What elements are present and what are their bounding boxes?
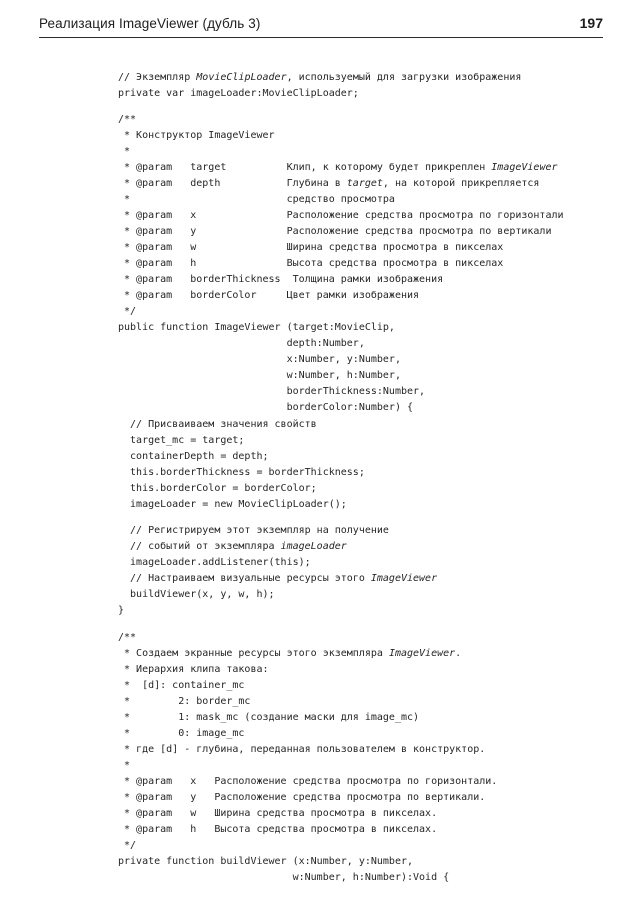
code-line <box>118 760 130 772</box>
code-text: x:Number, y:Number, <box>118 354 401 365</box>
code-text: * 0: image_mc <box>118 728 245 739</box>
code-text: // Настраиваем визуальные ресурсы этого <box>118 573 371 584</box>
code-text: private function buildViewer (x:Number, y:Number, <box>118 856 414 867</box>
code-line <box>118 680 244 692</box>
code-line <box>118 744 485 756</box>
code-line <box>118 274 443 286</box>
code-text: * где [d] - глубина, переданная пользователем в конструктор. <box>118 744 486 755</box>
code-line <box>118 226 551 238</box>
code-text: // Присваиваем значения свойств <box>118 419 317 430</box>
code-text: w:Number, h:Number):Void { <box>118 872 450 883</box>
code-line <box>118 194 395 206</box>
code-line <box>118 525 389 537</box>
code-text: public function ImageViewer (target:MovieClip, <box>118 322 395 333</box>
code-text: */ <box>118 306 137 317</box>
code-line <box>118 354 401 366</box>
code-line <box>118 728 244 740</box>
code-text: /** <box>118 632 137 643</box>
code-text: * @param h Высота средства просмотра в пикселах. <box>118 824 438 835</box>
code-line <box>118 573 437 585</box>
code-text: . <box>455 648 462 659</box>
code-line <box>118 632 136 644</box>
code-line <box>118 72 521 84</box>
code-line <box>118 338 365 350</box>
code-line <box>118 386 425 398</box>
code-text: * <box>118 146 131 157</box>
code-line <box>118 872 449 884</box>
code-line <box>118 210 564 222</box>
code-line <box>118 322 395 334</box>
code-text: * 1: mask_mc (создание маски для image_mc) <box>118 712 420 723</box>
code-line <box>118 856 413 868</box>
code-identifier-italic: imageLoader <box>280 541 347 552</box>
code-line <box>118 499 347 511</box>
code-text: w:Number, h:Number, <box>118 370 401 381</box>
code-text: * @param y Расположение средства просмотра по вертикали <box>118 226 552 237</box>
code-line <box>118 557 311 569</box>
code-text: , используемый для загрузки изображения <box>286 72 522 83</box>
code-identifier-italic: ImageViewer <box>388 648 456 659</box>
code-line <box>118 419 317 431</box>
code-text: * @param h Высота средства просмотра в пикселах <box>118 258 504 269</box>
code-text: borderColor:Number) { <box>118 402 414 413</box>
code-line <box>118 242 503 254</box>
code-line <box>118 114 136 126</box>
code-text: private var imageLoader:MovieClipLoader; <box>118 88 359 99</box>
code-line <box>118 589 275 601</box>
code-text: * @param borderColor Цвет рамки изображения <box>118 290 420 301</box>
code-text: * [d]: container_mc <box>118 680 245 691</box>
code-line <box>118 712 419 724</box>
code-line <box>118 162 558 174</box>
code-line <box>118 776 497 788</box>
code-line <box>118 648 461 660</box>
code-line <box>118 824 437 836</box>
code-text: , на которой прикрепляется <box>382 178 540 189</box>
code-line <box>118 840 136 852</box>
code-text: * @param borderThickness Толщина рамки изображения <box>118 274 444 285</box>
code-line <box>118 130 275 142</box>
code-text: * @param depth Глубина в <box>118 178 347 189</box>
code-text: * @param w Ширина средства просмотра в пикселах <box>118 242 504 253</box>
code-text: this.borderThickness = borderThickness; <box>118 467 365 478</box>
code-text: } <box>118 605 125 616</box>
code-line <box>118 258 503 270</box>
code-text: this.borderColor = borderColor; <box>118 483 317 494</box>
code-identifier-italic: ImageViewer <box>370 573 438 584</box>
code-line <box>118 178 539 190</box>
code-line <box>118 696 250 708</box>
code-line <box>118 808 437 820</box>
code-text: containerDepth = depth; <box>118 451 269 462</box>
code-line <box>118 88 359 100</box>
code-line <box>118 605 124 617</box>
code-text: * @param target Клип, к которому будет прикреплен <box>118 162 492 173</box>
code-line <box>118 792 485 804</box>
code-text: * @param y Расположение средства просмотра по вертикали. <box>118 792 486 803</box>
code-line <box>118 483 317 495</box>
code-identifier-italic: ImageViewer <box>491 162 558 173</box>
page-header <box>39 13 603 38</box>
code-identifier-italic: target <box>346 178 383 189</box>
code-text: * @param x Расположение средства просмотра по горизонтали. <box>118 776 498 787</box>
code-text: depth:Number, <box>118 338 365 349</box>
code-text: */ <box>118 840 137 851</box>
code-text: * <box>118 760 131 771</box>
code-text: target_mc = target; <box>118 435 245 446</box>
page-number: 197 <box>579 15 603 31</box>
code-text: // Экземпляр <box>118 72 197 83</box>
code-text: * Конструктор ImageViewer <box>118 130 275 141</box>
code-text: buildViewer(x, y, w, h); <box>118 589 275 600</box>
running-title: Реализация ImageViewer (дубль 3) <box>39 16 261 31</box>
code-text: imageLoader.addListener(this); <box>118 557 311 568</box>
code-text: // событий от экземпляра <box>118 541 281 552</box>
code-text: * @param x Расположение средства просмотра по горизонтали <box>118 210 564 221</box>
code-text: borderThickness:Number, <box>118 386 426 397</box>
code-line <box>118 664 269 676</box>
code-text: * Иерархия клипа такова: <box>118 664 269 675</box>
code-line <box>118 402 413 414</box>
code-text: * 2: border_mc <box>118 696 251 707</box>
code-text: * средство просмотра <box>118 194 395 205</box>
code-line <box>118 541 347 553</box>
code-text: // Регистрируем этот экземпляр на получение <box>118 525 389 536</box>
code-line <box>118 370 401 382</box>
code-line <box>118 306 136 318</box>
code-line <box>118 451 269 463</box>
code-text: /** <box>118 114 137 125</box>
code-line <box>118 435 244 447</box>
code-text: * Создаем экранные ресурсы этого экземпляра <box>118 648 389 659</box>
code-line <box>118 146 130 158</box>
code-text: imageLoader = new MovieClipLoader(); <box>118 499 347 510</box>
code-text: * @param w Ширина средства просмотра в пикселах. <box>118 808 438 819</box>
code-line <box>118 467 365 479</box>
code-identifier-italic: MovieClipLoader <box>196 72 287 83</box>
code-line <box>118 290 419 302</box>
